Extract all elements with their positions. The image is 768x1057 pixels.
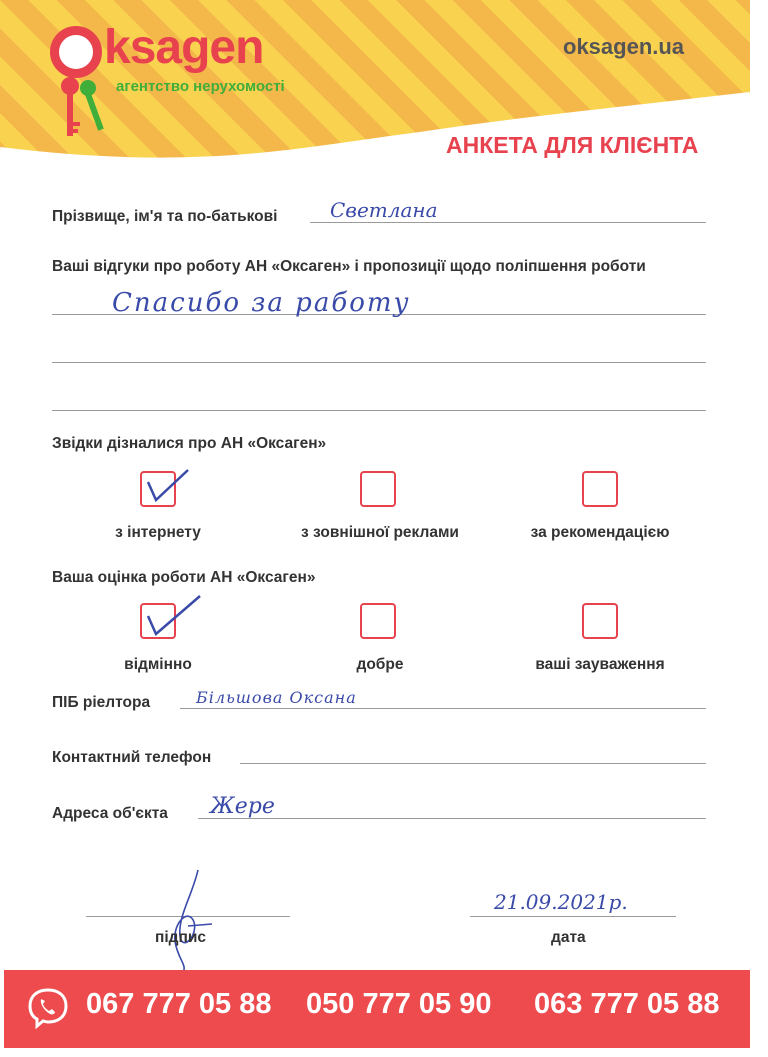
full-name-line [310, 222, 706, 223]
rating-option-excellent: відмінно [124, 656, 192, 673]
phone-label: Контактний телефон [52, 749, 212, 766]
date-line [470, 916, 676, 917]
realtor-value[interactable]: Більшова Оксана [196, 688, 357, 707]
full-name-value[interactable]: Светлана [330, 198, 438, 222]
address-value[interactable]: Жере [210, 794, 275, 819]
feedback-line-2 [52, 362, 706, 363]
phone-number-1[interactable]: 067 777 05 88 [86, 988, 272, 1020]
full-name-label: Прізвище, ім'я та по-батькові [52, 208, 278, 225]
source-option-internet: з інтернету [115, 524, 201, 541]
phone-number-2[interactable]: 050 777 05 90 [306, 988, 492, 1020]
realtor-label: ПІБ ріелтора [52, 694, 151, 711]
logo-letter-o [50, 26, 102, 78]
checkbox-recommendation[interactable] [582, 471, 618, 507]
feedback-value[interactable]: Спасибо за работу [112, 288, 411, 318]
date-value[interactable]: 21.09.2021р. [494, 890, 628, 914]
checkbox-remarks[interactable] [582, 603, 618, 639]
header-banner [0, 0, 768, 200]
logo-subtitle: агентство нерухомості [116, 78, 285, 95]
rating-option-good: добре [356, 656, 404, 673]
checkmark-icon [142, 466, 192, 506]
viber-icon [26, 986, 70, 1030]
checkbox-outdoor-ads[interactable] [360, 471, 396, 507]
feedback-line-3 [52, 410, 706, 411]
source-option-recommendation: за рекомендацією [530, 524, 670, 541]
rating-option-remarks: ваші зауваження [535, 656, 665, 673]
signature-label: підпис [155, 929, 207, 946]
phone-number-3[interactable]: 063 777 05 88 [534, 988, 720, 1020]
source-option-outdoor-ads: з зовнішної реклами [301, 524, 459, 541]
date-label: дата [551, 929, 586, 946]
address-label: Адреса об'єкта [52, 805, 168, 822]
form-title: АНКЕТА ДЛЯ КЛІЄНТА [446, 132, 699, 158]
checkmark-icon [142, 592, 206, 640]
handwritten-signature [158, 866, 228, 976]
keys-icon [52, 72, 112, 142]
phone-line [240, 763, 706, 764]
feedback-label: Ваші відгуки про роботу АН «Оксаген» і пропозиції щодо поліпшення роботи [52, 258, 646, 275]
rating-label: Ваша оцінка роботи АН «Оксаген» [52, 569, 316, 586]
source-label: Звідки дізналися про АН «Оксаген» [52, 435, 327, 452]
website-url[interactable]: oksagen.ua [563, 34, 685, 59]
logo-wordmark: ksagen [104, 21, 264, 74]
checkbox-good[interactable] [360, 603, 396, 639]
realtor-line [180, 708, 706, 709]
